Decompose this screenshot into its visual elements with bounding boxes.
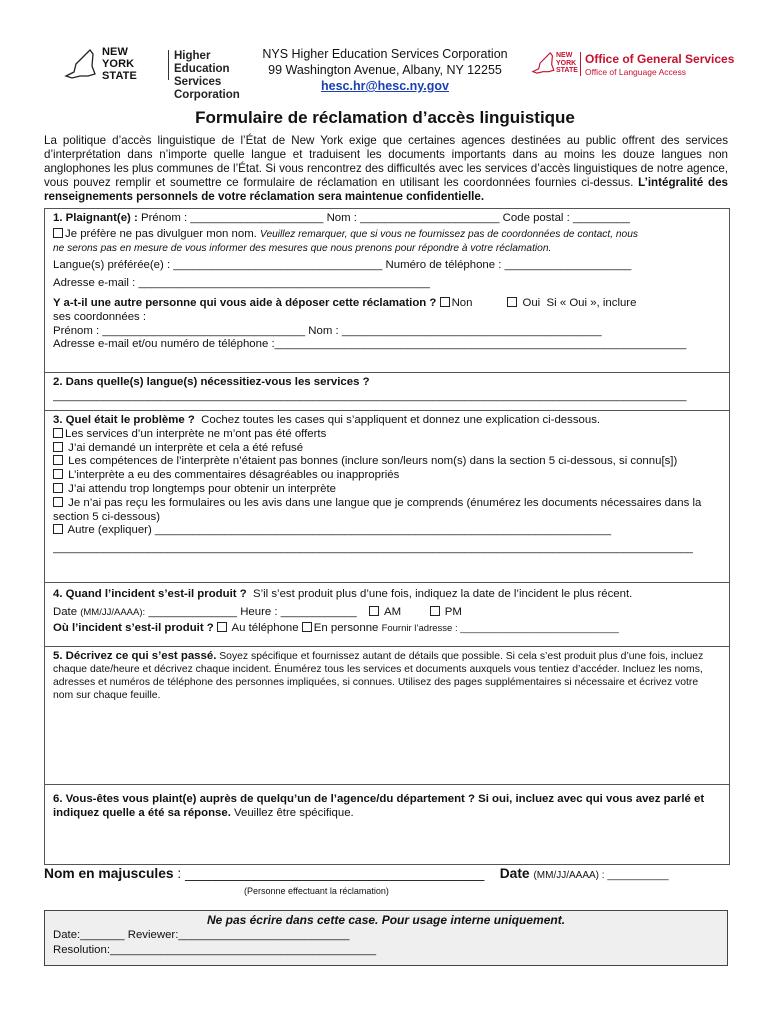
office-use-box <box>44 910 728 966</box>
contact-email-link[interactable]: hesc.hr@hesc.ny.gov <box>321 79 449 93</box>
office-use-header: Ne pas écrire dans cette case. Pour usage interne uniquement. <box>206 913 566 927</box>
intro-paragraph: La politique d’accès linguistique de l’État de New York exige que certaines agences destinées au public offrent des services d’interprétation dans n’importe quelle langue et traduisent les documents importants dans au moins les douze langues non anglophones les plus communes de l’État. Si vous rencontrez des difficultés avec les services d’accès linguistiques de notre agence, vous pouvez remplir et soumettre ce formulaire de réclamation en utilisant les coordonnées fournies ci-dessus. L’intégralité des renseignements personnels de votre réclamation sera maintenue confidentielle. <box>44 134 728 203</box>
signature-date-field[interactable]: (MM/JJ/AAAA) : ___________ <box>533 870 669 881</box>
email-field[interactable]: Adresse e-mail : ______________________________________________ <box>53 277 430 290</box>
signature-caption: (Personne effectuant la réclamation) <box>244 886 389 896</box>
address-field[interactable]: Fournir l’adresse : ______________________________ <box>381 622 619 634</box>
incident-date-field[interactable]: ______________ <box>148 605 238 618</box>
new-york-state-outline-icon <box>62 46 98 82</box>
date-reviewer-field[interactable]: Date:_______ Reviewer:___________________________ <box>53 929 350 941</box>
ogs-title: Office of General Services <box>585 52 735 66</box>
ogs-subtitle: Office of Language Access <box>585 67 686 77</box>
pm-checkbox[interactable] <box>430 606 440 616</box>
problem-checkbox-1[interactable] <box>53 428 63 438</box>
helper-last-name-field[interactable]: Nom : _________________________________________ <box>308 324 602 337</box>
problem-checkbox-other[interactable] <box>53 524 63 534</box>
problem-explanation-field[interactable]: _____________________________________________________________________________________________________ <box>53 542 693 555</box>
helper-first-name-field[interactable]: Prénom : ________________________________ <box>53 324 306 337</box>
form-title: Formulaire de réclamation d’accès linguistique <box>195 108 575 127</box>
problem-checkbox-3[interactable] <box>53 455 63 465</box>
signature-line: Nom en majuscules : _______________________________________ Date (MM/JJ/AAAA) : ___________ <box>44 866 669 881</box>
agency-address: NYS Higher Education Services Corporation 99 Washington Avenue, Albany, NY 12255 hesc.hr@hesc.ny.gov <box>230 46 540 94</box>
helper-contact-field[interactable]: Adresse e-mail et/ou numéro de téléphone :_________________________________________________________________ <box>53 338 687 351</box>
complaint-form <box>44 208 730 865</box>
section-1-complainant: 1. Plaignant(e) : Prénom : _____________________ Nom : ______________________ Code postal : _________ Je préfère ne pas divulguer mon nom. Veuillez remarquer, que si vous ne fournissez pas de coordonnées de contact, nous ne serons pas en mesure de vous informer des mesures que nous prenons pour répondre à votre réclamation. Langue(s) préférée(e) : _________________________________ Numéro de téléphone : ____________________ Adresse e-mail : ______________________________________________ Y a-t-il une autre personne qui vous aide à déposer cette réclamation ? Non Oui Si « Oui », inclure ses coordonnées : Prénom : ________________________________ Nom : _________________________________________ Adresse e-mail et/ou numéro de téléphone :_________________________________________________________________ <box>45 209 729 373</box>
helper-no-checkbox[interactable] <box>440 297 450 307</box>
hesc-logo <box>62 44 242 101</box>
new-york-state-outline-icon <box>530 50 556 76</box>
resolution-field[interactable]: Resolution:__________________________________________ <box>53 944 377 956</box>
phone-field[interactable]: Numéro de téléphone : ____________________ <box>385 259 632 272</box>
section-3-problem: 3. Quel était le problème ? Cochez toutes les cases qui s’appliquent et donnez une explication ci-dessous. Les services d’un interprète ne m’ont pas été offerts J’ai demandé un interprète et cela a été refusé Les compétences de l’interprète n’étaient pas bonnes (inclure son/leurs nom(s) dans la section 5 ci-dessous, si connu[s]) L’interprète a eu des commentaires désagréables ou inappropriés J’ai attendu trop longtemps pour obtenir un interprète Je n’ai pas reçu les formulaires ou les avis dans une langue que je comprends (énumérez les documents nécessaires dans la section 5 ci-dessous) Autre (expliquer) ________________________________________________________________________ _____________________________________________________________________________________________________ <box>45 411 729 583</box>
phone-checkbox[interactable] <box>217 622 227 632</box>
no-disclose-checkbox[interactable] <box>53 228 63 238</box>
first-name-field[interactable]: Prénom : _____________________ <box>140 212 324 224</box>
section-5-description[interactable]: 5. Décrivez ce qui s’est passé. Soyez spécifique et fournissez autant de détails que possible. Si cela s’est produit plus d’une fois, incluez chaque date/heure et décrivez chaque incident. Énumérez tous les services et documents auxquels vous tentiez d’accéder. Incluez les noms, adresses et numéros de téléphone des personnes impliquées, si connues. Utilisez des pages supplémentaires si nécessaire et écrivez votre nom sur chaque feuille. <box>45 647 729 785</box>
zip-code-field[interactable]: Code postal : _________ <box>502 212 630 224</box>
last-name-field[interactable]: Nom : ______________________ <box>326 212 500 224</box>
incident-time-field[interactable]: Heure : ____________ <box>240 605 357 618</box>
section-2-language: 2. Dans quelle(s) langue(s) nécessitiez-vous les services ? ____________________________________________________________________________________________________ <box>45 373 729 411</box>
problem-checkbox-5[interactable] <box>53 483 63 493</box>
am-checkbox[interactable] <box>369 606 379 616</box>
preferred-language-field[interactable]: Langue(s) préférée(e) : _________________________________ <box>53 259 383 272</box>
printed-name-field[interactable]: : _______________________________________ <box>173 866 485 881</box>
problem-checkbox-2[interactable] <box>53 442 63 452</box>
section-4-when: 4. Quand l’incident s’est-il produit ? S’il s’est produit plus d’une fois, indiquez la date de l’incident le plus récent. Date (MM/JJ/AAAA): ______________ Heure : ____________ AM PM Où l’incident s’est-il produit ? Au téléphone En personne Fournir l’adresse : ______________________________ <box>45 583 729 647</box>
helper-yes-checkbox[interactable] <box>507 297 517 307</box>
in-person-checkbox[interactable] <box>302 622 312 632</box>
language-needed-field[interactable]: ____________________________________________________________________________________________________ <box>53 389 687 402</box>
problem-checkbox-6[interactable] <box>53 497 63 507</box>
hesc-name: Higher Education Services Corporation <box>174 50 240 101</box>
problem-checkbox-4[interactable] <box>53 469 63 479</box>
ogs-logo: NEW YORK STATE Office of General Services Office of Language Access <box>530 50 730 82</box>
new-york-state-wordmark: NEW YORK STATE <box>102 46 137 82</box>
other-explain-field[interactable]: Autre (expliquer) ________________________________________________________________________ <box>67 524 612 537</box>
section-6-prior-complaint[interactable]: 6. Vous-êtes vous plaint(e) auprès de quelqu’un de l’agence/du département ? Si oui, incluez avec qui vous avez parlé et indiquez quelle a été sa réponse. Veuillez être spécifique. <box>45 785 729 865</box>
